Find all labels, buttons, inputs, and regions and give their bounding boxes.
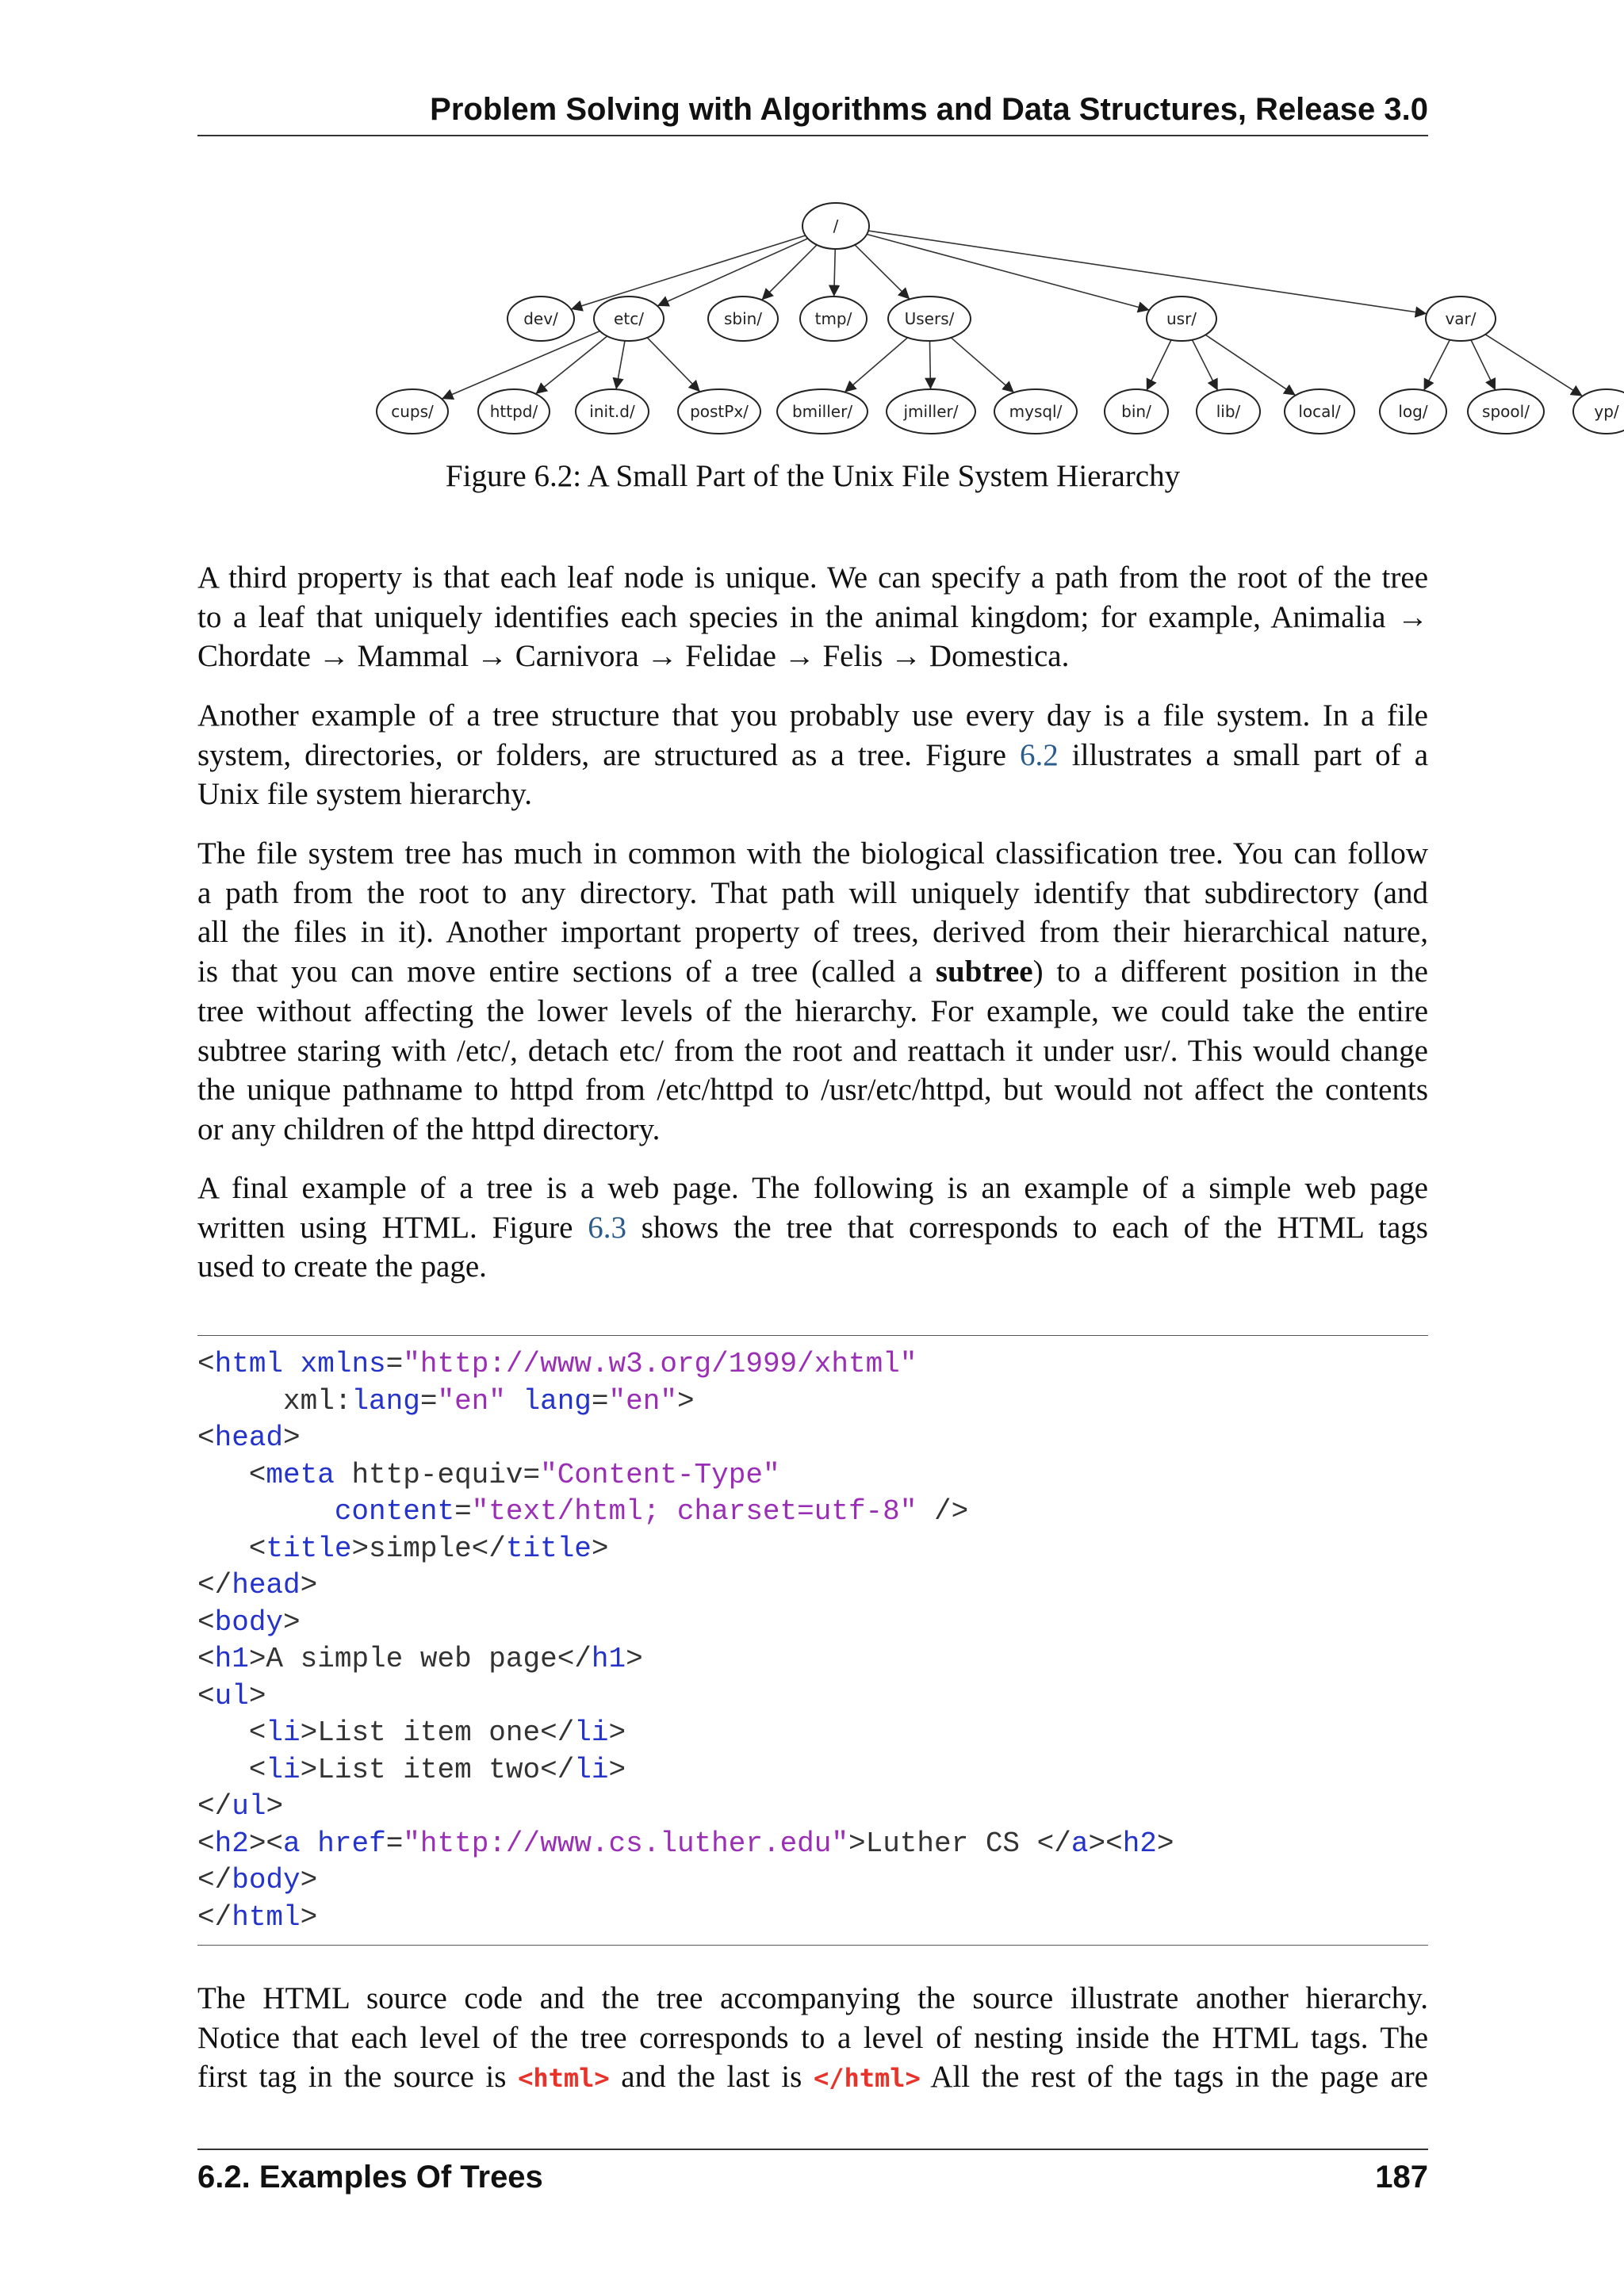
code-token: <: [197, 1422, 215, 1454]
text-segment: All the rest of the tags in the page are: [920, 2060, 1428, 2095]
code-token: =: [419, 1384, 438, 1418]
code-line: [197, 1643, 643, 1675]
paragraph-file-system: [197, 696, 1428, 814]
code-token: a: [1071, 1827, 1089, 1860]
text-line: A third property is that each leaf node is unique. We can specify a path from the root of the tree: [197, 561, 1428, 595]
tree-node: [887, 389, 975, 434]
code-line: [197, 1754, 626, 1786]
code-token: <: [197, 1827, 215, 1860]
text-line: A final example of a tree is a web page. The following is an example of a simple web page: [197, 1171, 1428, 1205]
text-segment: is that you can move entire sections of a tree (called a: [197, 955, 936, 989]
code-token: h2: [214, 1827, 249, 1860]
tree-edge: [1192, 340, 1217, 391]
tree-edge: [1485, 335, 1582, 396]
tree-edge: [535, 336, 607, 394]
tree-node: [678, 389, 760, 434]
tree-node: [994, 389, 1077, 434]
tree-node-label: spool/: [1482, 402, 1530, 421]
code-token: <: [197, 1605, 215, 1639]
tree-node-label: mysql/: [1009, 402, 1063, 421]
code-token: "en": [608, 1384, 677, 1418]
tree-edge: [1205, 335, 1296, 395]
text-line: or any children of the httpd directory.: [197, 1112, 661, 1146]
code-token: <: [197, 1348, 215, 1380]
text-line: [197, 952, 1428, 992]
code-token: >: [266, 1790, 284, 1823]
code-token: "http://www.w3.org/1999/xhtml": [403, 1348, 917, 1380]
code-token: <: [197, 1753, 266, 1786]
tree-node-label: etc/: [614, 309, 644, 328]
tree-edge: [647, 338, 700, 392]
tree-edge: [929, 341, 930, 389]
code-line: [197, 1569, 317, 1601]
code-token: ><: [1088, 1827, 1123, 1860]
document-page: [197, 0, 1619, 2296]
code-token: html: [214, 1348, 284, 1380]
paragraph-html-hierarchy: [197, 1979, 1428, 2099]
code-token: [506, 1385, 523, 1418]
text-line: Chordate → Mammal → Carnivora → Felidae → Felis → Domestica.: [197, 639, 1070, 674]
code-token: head: [214, 1422, 284, 1454]
code-token: content: [334, 1495, 455, 1528]
code-token: =: [454, 1495, 472, 1528]
html-code-listing: [197, 1346, 1428, 1936]
tree-node-label: cups/: [391, 402, 434, 421]
tree-edge: [951, 338, 1013, 392]
text-line: Another example of a tree structure that you probably use every day is a file system. In a file: [197, 698, 1428, 733]
code-token: xmlns: [300, 1348, 386, 1380]
inline-code-html-open: <html>: [518, 2063, 610, 2094]
tree-edge: [1471, 340, 1496, 390]
code-token: >: [283, 1605, 301, 1639]
code-token: lang: [351, 1384, 420, 1418]
tree-edge: [845, 338, 907, 392]
code-line: [197, 1790, 283, 1823]
tree-node: [802, 203, 869, 249]
tree-node-label: var/: [1445, 309, 1477, 328]
tree-node: [594, 297, 664, 341]
text-segment: system, directories, or folders, are structured as a tree. Figure: [197, 737, 1020, 772]
footer-rule: [197, 2149, 1428, 2150]
term-subtree: subtree: [935, 955, 1033, 989]
text-line: Unix file system hierarchy.: [197, 777, 533, 812]
code-line: [197, 1864, 317, 1896]
code-line: [197, 1680, 266, 1712]
tree-node: [1147, 297, 1216, 341]
code-token: li: [266, 1716, 301, 1749]
tree-node: [800, 297, 867, 341]
running-header: Problem Solving with Algorithms and Data Structures, Release 3.0: [430, 92, 1428, 127]
tree-node: [777, 389, 868, 434]
tree-node: [708, 297, 778, 341]
tree-node: [1468, 389, 1544, 434]
text-line: The file system tree has much in common with the biological classification tree. You can follow: [197, 836, 1428, 871]
code-token: [197, 1495, 335, 1528]
code-token: "text/html; charset=utf-8": [471, 1495, 917, 1528]
figure-caption: Figure 6.2: A Small Part of the Unix File System Hierarchy: [445, 459, 1181, 493]
text-line: [197, 1208, 1428, 1248]
code-token: >: [283, 1422, 301, 1454]
text-segment: first tag in the source is: [197, 2060, 519, 2095]
code-token: >: [608, 1716, 626, 1749]
code-token: >: [300, 1864, 318, 1896]
text-line: subtree staring with /etc/, detach etc/ from the root and reattach it under usr/. This would change: [197, 1033, 1428, 1068]
code-token: >A simple web page</: [248, 1643, 592, 1675]
tree-node-label: dev/: [523, 309, 558, 328]
text-line: [197, 736, 1428, 775]
code-line: [197, 1459, 780, 1491]
tree-node: [576, 389, 649, 434]
code-token: >: [591, 1532, 609, 1565]
code-token: =: [385, 1827, 404, 1860]
code-token: >: [626, 1643, 643, 1675]
code-line: [197, 1495, 968, 1528]
tree-edge: [616, 341, 625, 389]
code-token: lang: [523, 1384, 592, 1418]
code-token: a: [283, 1827, 301, 1860]
code-token: title: [266, 1532, 352, 1565]
code-token: meta: [266, 1458, 335, 1491]
code-token: ul: [232, 1790, 266, 1823]
code-token: h1: [591, 1643, 626, 1675]
code-token: </: [197, 1569, 232, 1601]
code-token: >: [608, 1753, 626, 1786]
code-bottom-rule: [197, 1945, 1428, 1946]
tree-node: [1426, 297, 1496, 341]
code-token: li: [574, 1716, 609, 1749]
code-token: =: [385, 1348, 404, 1380]
code-token: >: [1156, 1827, 1174, 1860]
code-token: >List item one</: [300, 1716, 575, 1749]
tree-node: [1573, 389, 1624, 434]
code-token: "http://www.cs.luther.edu": [403, 1827, 848, 1860]
code-token: </: [197, 1790, 232, 1823]
paragraph-subtree: [197, 834, 1428, 1150]
code-token: h2: [1122, 1827, 1157, 1860]
code-token: >: [300, 1569, 318, 1601]
tree-edge: [1424, 340, 1450, 391]
tree-node: [1197, 389, 1260, 434]
tree-edge: [762, 245, 818, 300]
paragraph-web-page: [197, 1169, 1428, 1287]
text-segment: and the last is: [609, 2060, 814, 2095]
code-line: [197, 1422, 301, 1454]
code-line: [197, 1606, 301, 1639]
tree-node-label: yp/: [1594, 402, 1619, 421]
code-token: [301, 1827, 318, 1860]
code-line: [197, 1901, 317, 1934]
tree-edge: [1147, 340, 1171, 391]
code-token: li: [266, 1753, 301, 1786]
code-token: "en": [437, 1384, 506, 1418]
tree-node-label: sbin/: [723, 309, 763, 328]
code-line: [197, 1533, 609, 1565]
code-token: />: [917, 1495, 969, 1528]
page-number: 187: [1375, 2160, 1428, 2195]
code-token: body: [214, 1605, 284, 1639]
code-top-rule: [197, 1335, 1428, 1336]
tree-node-label: init.d/: [589, 402, 635, 421]
tree-node: [478, 389, 550, 434]
code-token: <: [197, 1679, 215, 1712]
code-token: title: [505, 1532, 592, 1565]
tree-node: [377, 389, 448, 434]
code-token: >: [676, 1384, 695, 1418]
text-line: the unique pathname to httpd from /etc/httpd to /usr/etc/httpd, but would not affect the contents: [197, 1073, 1428, 1108]
tree-edge: [657, 239, 808, 306]
text-line: tree without affecting the lower levels of the hierarchy. For example, we could take the entire: [197, 993, 1428, 1028]
text-line: all the files in it). Another important property of trees, derived from their hierarchical nature,: [197, 915, 1428, 950]
code-token: <: [197, 1532, 266, 1565]
code-token: =: [591, 1384, 609, 1418]
text-line: to a leaf that uniquely identifies each species in the animal kingdom; for example, Animalia →: [197, 599, 1428, 634]
inline-code-html-close: </html>: [813, 2063, 921, 2094]
code-token: [283, 1348, 301, 1380]
code-token: http-equiv=: [334, 1458, 541, 1491]
tree-node-label: jmiller/: [903, 402, 959, 421]
text-segment: illustrates a small part of a: [1058, 737, 1428, 772]
code-token: head: [232, 1569, 301, 1601]
code-line: [197, 1827, 1174, 1860]
tree-node-label: usr/: [1166, 309, 1197, 328]
code-token: xml:: [197, 1384, 352, 1418]
text-line: Notice that each level of the tree corresponds to a level of nesting inside the HTML tags. The: [197, 2020, 1428, 2055]
tree-node-label: postPx/: [690, 402, 749, 421]
tree-node: [1285, 389, 1354, 434]
tree-edge: [834, 249, 836, 297]
text-segment: shows the tree that corresponds to each of the HTML tags: [626, 1210, 1428, 1245]
code-line: [197, 1348, 917, 1380]
tree-node: [1380, 389, 1446, 434]
tree-node-label: log/: [1398, 402, 1428, 421]
header-rule: [197, 135, 1428, 136]
code-token: h1: [214, 1643, 249, 1675]
code-token: </: [197, 1864, 232, 1896]
code-token: </: [197, 1900, 232, 1934]
code-token: li: [574, 1753, 609, 1786]
tree-edge: [855, 245, 910, 300]
tree-node-label: Users/: [904, 309, 955, 328]
figure-6-2-link[interactable]: 6.2: [1019, 737, 1059, 772]
text-line: used to create the page.: [197, 1249, 487, 1284]
paragraph-leaf-unique: [197, 558, 1428, 676]
code-line: [197, 1716, 626, 1749]
code-token: html: [232, 1900, 301, 1934]
code-token: <: [197, 1643, 215, 1675]
unix-file-system-tree-figure: [174, 194, 1619, 448]
tree-edge: [571, 235, 806, 309]
code-token: href: [317, 1827, 386, 1860]
footer-section-title: 6.2. Examples Of Trees: [197, 2160, 543, 2195]
tree-node-label: bmiller/: [791, 402, 853, 421]
code-token: "Content-Type": [540, 1458, 780, 1491]
tree-node-label: local/: [1298, 402, 1341, 421]
tree-node: [508, 297, 574, 341]
tree-edge: [442, 331, 599, 399]
code-token: >: [300, 1900, 318, 1934]
code-token: >simple</: [351, 1532, 506, 1565]
text-segment: written using HTML. Figure: [197, 1210, 588, 1245]
code-line: [197, 1385, 695, 1418]
text-line: The HTML source code and the tree accompanying the source illustrate another hierarchy.: [197, 1981, 1428, 2015]
text-line: a path from the root to any directory. That path will uniquely identify that subdirectory (and: [197, 875, 1428, 910]
code-token: >: [248, 1679, 266, 1712]
tree-node-label: bin/: [1121, 402, 1151, 421]
code-token: body: [232, 1864, 301, 1896]
code-token: ><: [248, 1827, 284, 1860]
code-token: >List item two</: [300, 1753, 575, 1786]
code-token: ul: [214, 1679, 249, 1712]
tree-node-label: httpd/: [489, 402, 538, 421]
tree-node: [888, 297, 971, 341]
text-line: [197, 2057, 1428, 2099]
tree-node-label: tmp/: [814, 309, 852, 328]
text-segment: ) to a different position in the: [1032, 955, 1428, 989]
tree-node: [1105, 389, 1168, 434]
code-token: <: [197, 1458, 266, 1491]
tree-node-label: /: [833, 216, 839, 235]
tree-node-label: lib/: [1216, 402, 1241, 421]
code-token: <: [197, 1716, 266, 1749]
code-token: >Luther CS </: [848, 1827, 1071, 1860]
figure-6-3-link[interactable]: 6.3: [588, 1210, 626, 1245]
